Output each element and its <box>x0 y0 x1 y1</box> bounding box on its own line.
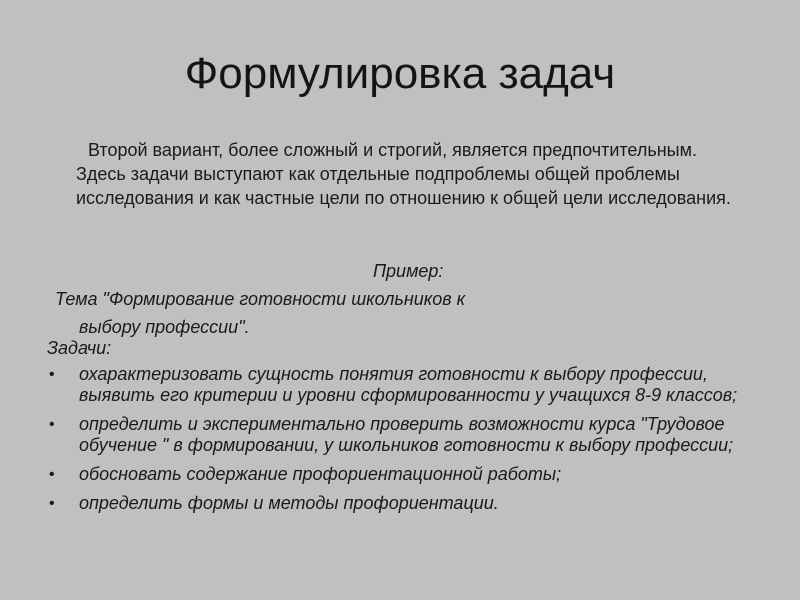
slide-title: Формулировка задач <box>184 49 616 98</box>
example-topic <box>55 285 615 341</box>
bullet-icon: • <box>49 466 55 483</box>
task-item <box>47 414 747 456</box>
task-text: определить и экспериментально проверить возможности курса "Трудовое обучение " в формировании, у школьников готовности к выбору профессии; <box>79 414 734 455</box>
example-topic-line-1: Тема "Формирование готовности школьников к <box>55 289 466 309</box>
example-topic-line-2: выбору профессии". <box>79 317 250 337</box>
bullet-icon: • <box>49 495 55 512</box>
tasks-list <box>47 364 747 522</box>
task-item <box>47 364 747 406</box>
intro-paragraph: Второй вариант, более сложный и строгий, является предпочтительным. Здесь задачи выступают как отдельные подпроблемы общей проблемы исследования и как частные цели по отношению к общей цели исследования. <box>76 140 731 208</box>
task-text: определить формы и методы профориентации. <box>79 493 499 513</box>
example-label: Пример: <box>373 261 444 281</box>
task-text: охарактеризовать сущность понятия готовности к выбору профессии, выявить его критерии и уровни сформированности у учащихся 8-9 классов; <box>79 364 738 405</box>
tasks-label: Задачи: <box>47 338 112 358</box>
task-item <box>47 464 747 485</box>
task-text: обосновать содержание профориентационной работы; <box>79 464 562 484</box>
bullet-icon: • <box>49 416 55 433</box>
bullet-icon: • <box>49 366 55 383</box>
task-item <box>47 493 747 514</box>
